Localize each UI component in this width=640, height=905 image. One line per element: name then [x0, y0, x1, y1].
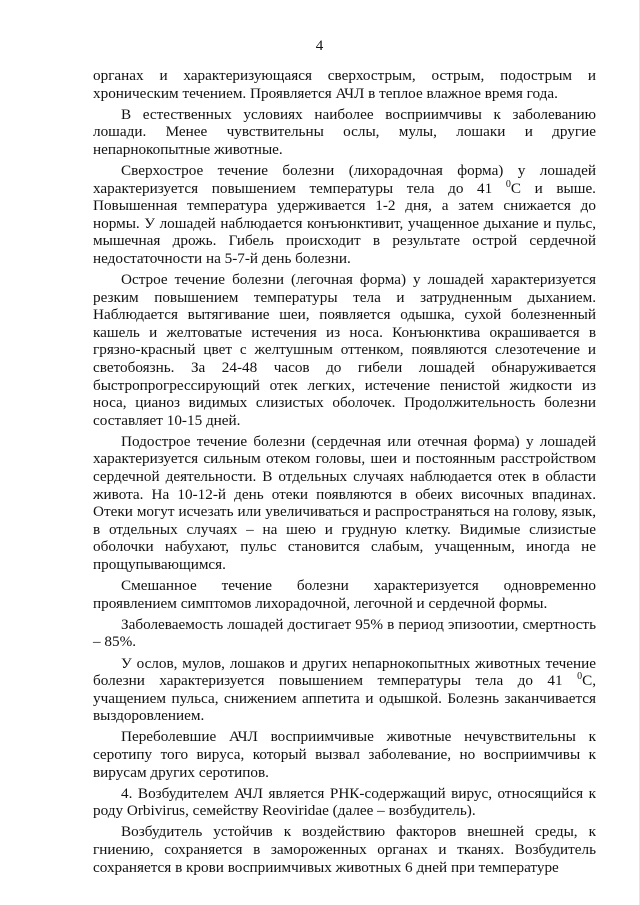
paragraph-text: С и выше. Повышенная температура удерживается 1-2 дня, а затем снижается до нормы. У лошадей наблюдается конъюнктивит, учащенное дыхание и пульс, мышечная дрожь. Гибель происходит в результате острой сердечной недостаточности на 5-7-й день болезни. [93, 179, 596, 267]
paragraph-pathogen: 4. Возбудителем АЧЛ является РНК-содержащий вирус, относящийся к роду Orbivirus, семейству Reoviridae (далее – возбудитель). [93, 784, 596, 820]
paragraph-text: У ослов, мулов, лошаков и других непарнокопытных животных течение болезни характеризуется повышением температуры тела до 41 [93, 654, 596, 690]
paragraph-susceptible-animals: В естественных условиях наиболее восприимчивы к заболеванию лошади. Менее чувствительны ослы, мулы, лошаки и другие непарнокопытные животные. [93, 105, 596, 158]
paragraph-morbidity: Заболеваемость лошадей достигает 95% в период эпизоотии, смертность – 85%. [93, 615, 596, 651]
paragraph-donkeys-mules [93, 655, 596, 725]
document-body [93, 67, 596, 880]
paragraph-subacute-form: Подострое течение болезни (сердечная или отечная форма) у лошадей характеризуется сильным отеком головы, шеи и постоянным расстройством сердечной деятельности. В отдельных случаях наблюдается отек в области живота. На 10-12-й день отеки появляются в обеих височных впадинах. Отеки могут исчезать или увеличиваться и распространяться на голову, язык, в отдельных случаях – на шею и грудную клетку. Видимые слизистые оболочки набухают, пульс становится слабым, учащенным, иногда не прощупывающимся. [93, 432, 596, 574]
degree-superscript: 0 [577, 671, 583, 683]
paragraph-immunity: Переболевшие АЧЛ восприимчивые животные нечувствительны к серотипу того вируса, который вызвал заболевание, но восприимчивы к вирусам других серотипов. [93, 728, 596, 781]
paragraph-continuation: органах и характеризующаяся сверхострым, острым, подострым и хроническим течением. Проявляется АЧЛ в теплое влажное время года. [93, 67, 596, 102]
paragraph-mixed-form: Смешанное течение болезни характеризуется одновременно проявлением симптомов лихорадочной, легочной и сердечной формы. [93, 577, 596, 612]
paragraph-hyperacute-form [93, 162, 596, 268]
page-number: 4 [315, 38, 324, 54]
paragraph-acute-form: Острое течение болезни (легочная форма) у лошадей характеризуется резким повышением температуры тела и затрудненным дыханием. Наблюдается вытягивание шеи, появляется одышка, сухой болезненный кашель и желтоватые истечения из носа. Конъюнктива окрашивается в грязно-красный цвет с желтушным оттенком, появляются слезотечение и светобоязнь. За 24-48 часов до гибели лошадей обнаруживается быстропрогрессирующий отек легких, истечение пенистой жидкости из носа, цианоз видимых слизистых оболочек. Продолжительность болезни составляет 10-15 дней. [93, 271, 596, 429]
paragraph-text: Сверхострое течение болезни (лихорадочная форма) у лошадей характеризуется повышением температуры тела до 41 [93, 161, 596, 197]
degree-superscript: 0 [505, 178, 511, 190]
paragraph-pathogen-resistance: Возбудитель устойчив к воздействию факторов внешней среды, к гниению, сохраняется в замороженных органах и тканях. Возбудитель сохраняется в крови восприимчивых животных 6 дней при температуре [93, 823, 596, 876]
paragraph-text: С, учащением пульса, снижением аппетита и одышкой. Болезнь заканчивается выздоровлением. [93, 672, 596, 725]
